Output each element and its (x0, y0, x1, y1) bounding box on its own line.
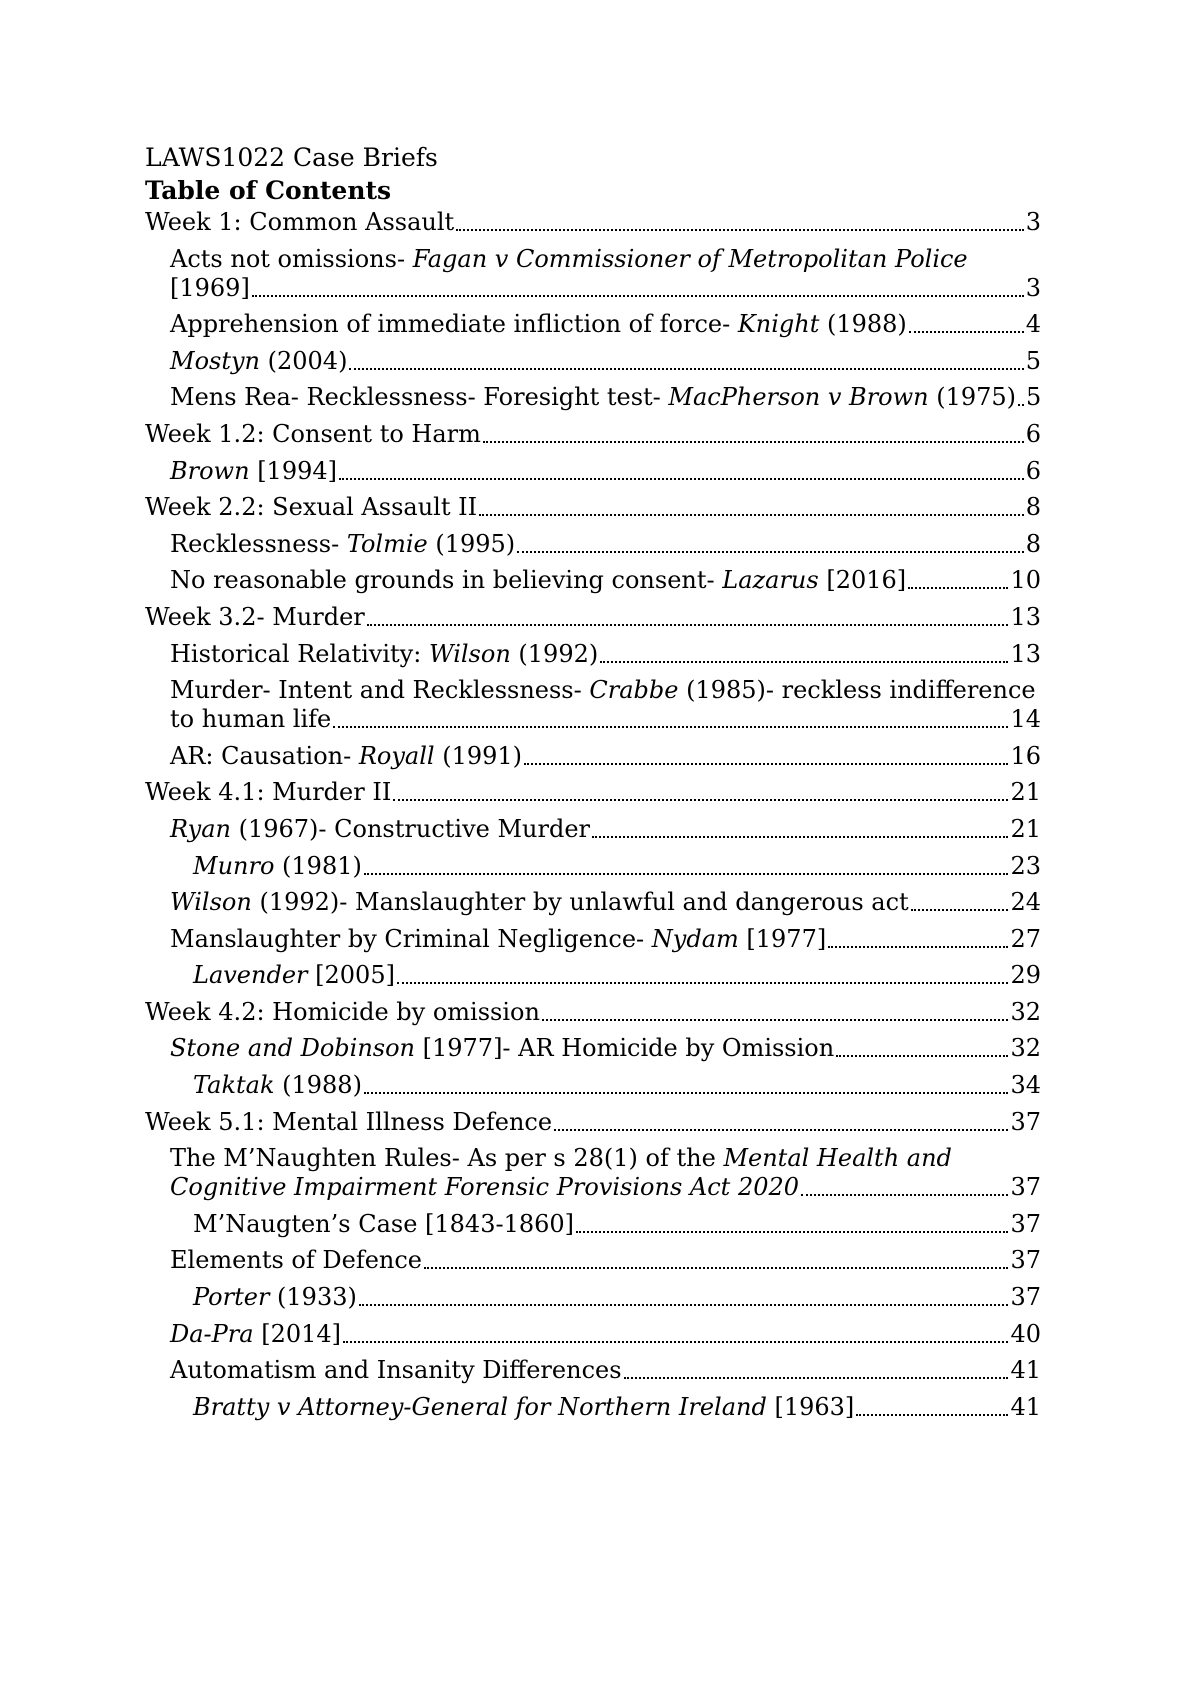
toc-entry-title (170, 383, 1016, 412)
toc-entry[interactable] (145, 640, 1041, 669)
toc-entry[interactable] (145, 1246, 1041, 1275)
toc-entry-text: Acts not omissions- (170, 244, 413, 273)
dot-leader (364, 1092, 1009, 1094)
toc-entry-text: MacPherson v Brown (668, 383, 929, 412)
toc-entry-text: (1975) (928, 383, 1017, 412)
toc-entry-text: [1977] (738, 924, 827, 953)
toc-entry-text: [1969] (170, 273, 250, 302)
toc-entry-text: Automatism and Insanity Differences (170, 1356, 622, 1385)
toc-entry[interactable] (145, 1320, 1041, 1349)
toc-entry-title (170, 274, 250, 303)
toc-entry-text: Brown (170, 456, 250, 485)
table-of-contents (145, 208, 1041, 1429)
toc-entry-text: (1991) (434, 741, 523, 770)
toc-entry-text: Porter (193, 1283, 270, 1312)
toc-entry-title (170, 1173, 799, 1202)
toc-entry-text: Week 5.1: Mental Illness Defence (145, 1107, 553, 1136)
toc-entry[interactable] (145, 925, 1041, 954)
toc-page-number: 37 (1010, 1107, 1041, 1136)
toc-entry-text: Mental Health and (723, 1144, 952, 1173)
toc-entry-first-line (170, 676, 1041, 705)
toc-entry-title (145, 208, 454, 237)
toc-entry[interactable] (145, 888, 1041, 917)
toc-entry-title (145, 1108, 552, 1137)
toc-entry[interactable] (145, 1108, 1041, 1137)
toc-entry-text: [1977]- AR Homicide by Omission (415, 1034, 835, 1063)
toc-entry[interactable] (145, 815, 1041, 844)
toc-entry-first-line (170, 1144, 1041, 1173)
dot-leader (456, 229, 1024, 231)
toc-entry[interactable] (145, 998, 1041, 1027)
dot-leader (856, 1414, 1008, 1416)
toc-entry-text: Nydam (651, 924, 739, 953)
toc-entry-title (170, 1320, 341, 1349)
dot-leader (359, 1304, 1009, 1306)
toc-entry-text: The M’Naughten Rules- As per s 28(1) of the (170, 1144, 724, 1173)
toc-entry-text: (1988) (819, 310, 907, 339)
toc-entry-text: Week 3.2- Murder (145, 602, 365, 631)
toc-page-number: 24 (1010, 888, 1041, 917)
toc-entry-text: AR: Causation- (170, 741, 359, 770)
toc-entry-text: Elements of Defence (170, 1246, 422, 1275)
toc-entry-text: Fagan v Commissioner of Metropolitan Police (412, 244, 968, 273)
dot-leader (828, 946, 1008, 948)
toc-entry[interactable] (145, 603, 1041, 632)
toc-entry-text: (1995) (427, 529, 516, 558)
dot-leader (542, 1019, 1009, 1021)
toc-entry-title (170, 347, 347, 376)
toc-entry-text: (1992)- Manslaughter by unlawful and dangerous act (251, 888, 909, 917)
toc-entry-text: [2014] (253, 1319, 342, 1348)
toc-entry-first-line (170, 245, 1041, 274)
dot-leader (576, 1231, 1008, 1233)
dot-leader (479, 514, 1024, 516)
toc-page-number: 23 (1010, 851, 1041, 880)
toc-page-number: 37 (1010, 1173, 1041, 1202)
toc-entry-text: [1963] (766, 1392, 855, 1421)
toc-page-number: 5 (1025, 346, 1041, 375)
toc-entry-text: Tolmie (346, 529, 428, 558)
toc-entry-text: (1992) (510, 639, 599, 668)
toc-page-number: 5 (1026, 383, 1042, 412)
toc-entry-title (193, 1071, 362, 1100)
dot-leader (364, 873, 1009, 875)
dot-leader (909, 331, 1024, 333)
toc-entry[interactable] (145, 1144, 1041, 1202)
toc-page-number: 6 (1025, 456, 1041, 485)
dot-leader (343, 1341, 1008, 1343)
toc-entry-title (170, 530, 515, 559)
toc-entry-text: (1967)- Constructive Murder (230, 814, 591, 843)
toc-entry-text: Bratty v Attorney-General for Northern Ireland (193, 1392, 767, 1421)
toc-entry-title (193, 961, 395, 990)
toc-page-number: 14 (1010, 705, 1041, 734)
toc-page-number: 29 (1010, 961, 1041, 990)
dot-leader (339, 478, 1024, 480)
toc-page-number: 37 (1010, 1209, 1041, 1238)
toc-page-number: 40 (1010, 1319, 1041, 1348)
toc-entry-text: Royall (358, 741, 435, 770)
toc-entry-text: [2016] (818, 566, 907, 595)
dot-leader (393, 799, 1008, 801)
toc-entry[interactable] (145, 245, 1041, 303)
toc-entry[interactable] (145, 457, 1041, 486)
toc-entry[interactable] (145, 1034, 1041, 1063)
toc-entry-text: Murder- Intent and Recklessness- (170, 676, 590, 705)
toc-entry-text: Week 4.2: Homicide by omission (145, 997, 540, 1026)
toc-entry-title (170, 457, 337, 486)
toc-entry-text: Knight (737, 310, 820, 339)
toc-entry-text: Lazarus (722, 566, 819, 595)
toc-page-number: 16 (1010, 741, 1041, 770)
toc-page-number: 8 (1025, 493, 1041, 522)
toc-entry-text: Wilson (170, 888, 252, 917)
toc-entry-title (170, 310, 907, 339)
document-title: LAWS1022 Case Briefs (145, 143, 438, 172)
toc-page-number: 6 (1025, 419, 1041, 448)
toc-page-number: 37 (1010, 1246, 1041, 1275)
toc-entry[interactable] (145, 420, 1041, 449)
toc-page-number: 37 (1010, 1283, 1041, 1312)
toc-entry[interactable] (145, 530, 1041, 559)
toc-entry-text: Apprehension of immediate infliction of force- (170, 310, 738, 339)
dot-leader (600, 661, 1008, 663)
toc-entry-text: Cognitive Impairment Forensic Provisions Act 2020 (170, 1173, 800, 1202)
toc-entry[interactable] (145, 742, 1041, 771)
toc-entry-text: Munro (193, 851, 275, 880)
toc-page-number: 4 (1025, 310, 1041, 339)
toc-entry-text: Manslaughter by Criminal Negligence- (170, 924, 652, 953)
toc-heading: Table of Contents (145, 176, 392, 205)
dot-leader (911, 909, 1009, 911)
toc-entry-text: No reasonable grounds in believing consent- (170, 566, 723, 595)
toc-entry[interactable] (145, 493, 1041, 522)
toc-entry-text: Week 4.1: Murder II (145, 778, 392, 807)
toc-entry[interactable] (145, 1393, 1041, 1422)
toc-page-number: 27 (1010, 924, 1041, 953)
toc-entry[interactable] (145, 778, 1041, 807)
toc-entry-title (170, 1034, 834, 1063)
toc-page-number: 32 (1010, 1034, 1041, 1063)
toc-entry-title (170, 640, 598, 669)
toc-page-number: 21 (1010, 778, 1041, 807)
dot-leader (349, 368, 1023, 370)
toc-entry-text: Wilson (428, 639, 511, 668)
toc-entry-text: Crabbe (589, 676, 679, 705)
toc-entry-title (193, 1283, 357, 1312)
dot-leader (517, 551, 1024, 553)
toc-entry-text: Mostyn (170, 346, 260, 375)
toc-entry[interactable] (145, 1071, 1041, 1100)
toc-entry[interactable] (145, 676, 1041, 734)
toc-entry-text: (1988) (274, 1071, 362, 1100)
toc-page-number: 41 (1010, 1356, 1041, 1385)
toc-entry-title (145, 998, 540, 1027)
dot-leader (397, 982, 1009, 984)
toc-entry[interactable] (145, 566, 1041, 595)
toc-entry[interactable] (145, 310, 1041, 339)
toc-page-number: 41 (1010, 1392, 1041, 1421)
toc-entry-title (145, 493, 477, 522)
toc-entry-text: (1985)- reckless indifference (678, 676, 1036, 705)
toc-entry-title (170, 742, 522, 771)
toc-entry-text: (1933) (269, 1283, 357, 1312)
toc-entry-title (145, 778, 391, 807)
toc-entry-text: Taktak (193, 1071, 275, 1100)
toc-entry-title (170, 925, 826, 954)
toc-page-number: 13 (1010, 602, 1041, 631)
toc-entry-text: to human life (170, 705, 332, 734)
toc-entry-text: Ryan (170, 814, 231, 843)
toc-entry-text: Mens Rea- Recklessness- Foresight test- (170, 383, 669, 412)
toc-entry-text: Historical Relativity: (170, 639, 429, 668)
toc-entry-text: (1981) (274, 851, 362, 880)
dot-leader (483, 441, 1024, 443)
dot-leader (1018, 404, 1024, 406)
toc-entry-title (193, 1210, 574, 1239)
toc-entry[interactable] (145, 852, 1041, 881)
toc-page-number: 34 (1010, 1071, 1041, 1100)
toc-entry-title (193, 1393, 854, 1422)
dot-leader (524, 763, 1008, 765)
toc-entry-text: Recklessness- (170, 529, 347, 558)
toc-entry[interactable] (145, 1210, 1041, 1239)
dot-leader (554, 1129, 1008, 1131)
toc-page-number: 10 (1010, 566, 1041, 595)
dot-leader (367, 624, 1009, 626)
toc-entry-title (170, 566, 906, 595)
toc-page-number: 3 (1025, 273, 1041, 302)
dot-leader (836, 1055, 1008, 1057)
toc-entry-text: Week 1.2: Consent to Harm (145, 419, 481, 448)
toc-entry[interactable] (145, 961, 1041, 990)
dot-leader (908, 587, 1008, 589)
toc-entry[interactable] (145, 347, 1041, 376)
toc-entry-text: Lavender (193, 961, 308, 990)
dot-leader (592, 836, 1008, 838)
toc-entry-title (145, 420, 481, 449)
toc-entry-title (170, 815, 590, 844)
toc-entry-title (193, 852, 362, 881)
toc-entry[interactable] (145, 1283, 1041, 1312)
toc-entry-text: Week 2.2: Sexual Assault II (145, 493, 478, 522)
dot-leader (252, 295, 1024, 297)
toc-entry-text: Stone and Dobinson (170, 1034, 415, 1063)
toc-entry-title (170, 888, 909, 917)
toc-entry[interactable] (145, 208, 1041, 237)
toc-entry[interactable] (145, 1356, 1041, 1385)
toc-page-number: 8 (1025, 529, 1041, 558)
toc-entry-title (145, 603, 365, 632)
toc-page-number: 21 (1010, 814, 1041, 843)
toc-entry-text: Da-Pra (170, 1319, 254, 1348)
toc-entry-text: (2004) (260, 346, 348, 375)
toc-entry-text: Week 1: Common Assault (145, 208, 455, 236)
toc-entry-title (170, 1356, 622, 1385)
dot-leader (424, 1267, 1008, 1269)
dot-leader (624, 1377, 1009, 1379)
toc-entry-title (170, 705, 331, 734)
toc-entry-text: [1994] (249, 456, 337, 485)
toc-entry-text: [2005] (307, 961, 395, 990)
toc-page-number: 13 (1010, 639, 1041, 668)
dot-leader (333, 726, 1008, 728)
toc-page-number: 32 (1010, 997, 1041, 1026)
dot-leader (801, 1194, 1008, 1196)
toc-entry-title (170, 1246, 422, 1275)
toc-entry-text: M’Naugten’s Case [1843-1860] (193, 1209, 575, 1238)
toc-entry[interactable] (145, 383, 1041, 412)
toc-page-number: 3 (1025, 208, 1041, 236)
